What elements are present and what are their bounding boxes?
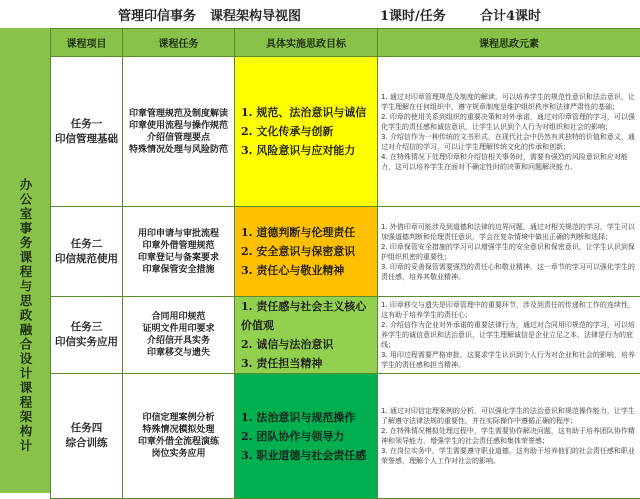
table-row bbox=[51, 374, 640, 499]
project-cell: 任务二 印信规范使用 bbox=[51, 207, 123, 297]
goal-cell: 1. 责任感与社会主义核心价值观 2. 诚信与法治意识 3. 责任担当精神 bbox=[235, 297, 378, 374]
header-goal: 具体实施思政目标 bbox=[235, 29, 378, 57]
table-row bbox=[51, 207, 640, 297]
goal-cell: 1. 法治意识与规范操作 2. 团队协作与领导力 3. 职业道德与社会责任感 bbox=[235, 374, 378, 499]
task-cell: 印信定理案例分析 特殊情况模拟处理 印章外借全流程演练 岗位实务应用 bbox=[123, 374, 235, 499]
elements-cell: 1. 通过对印章管理规范及制度的解读，可以培养学生的规范性意识和法治意识，让学生理解在任何组织中，遵守规章制度是维护组织秩序和法律严肃性的基础； 2. 印章的使用关系到组织的重要决策和对外承诺，通过对印章管理的学习，可以强化学生的责任感和诚信意识，让学生认识到个人行为对组织和社会的影响； 3. 介绍信作为一种传统的文书形式，在现代社会中仍然有其独特的价值和意义，通过对介绍信的学习，可以让学生理解传统文化的传承和创新； 4. 在特殊情况下处理印章和介绍信相关事务时，需要有强烈的风险意识和应对能力，这可以培养学生在面对不确定性时的决策和问题解决能力。 bbox=[378, 57, 640, 207]
hours-per-task: 1课时/任务 bbox=[380, 5, 446, 24]
title-bar bbox=[0, 0, 640, 29]
course-subtitle: 课程架构导视图 bbox=[210, 5, 301, 24]
header-elements: 课程思政元素 bbox=[378, 29, 640, 57]
goal-cell: 1. 规范、法治意识与诚信 2. 文化传承与创新 3. 风险意识与应对能力 bbox=[235, 57, 378, 207]
course-name: 管理印信事务 bbox=[118, 5, 196, 24]
task-cell: 合同用印规范 证明文件用印要求 介绍信开具实务 印章移交与遗失 bbox=[123, 297, 235, 374]
course-structure-table bbox=[50, 28, 640, 499]
project-cell: 任务一 印信管理基础 bbox=[51, 57, 123, 207]
task-cell: 印章管理规范及制度解读 印章使用流程与操作规范 介绍信管理要点 特殊情况处理与风险防范 bbox=[123, 57, 235, 207]
total-hours: 合计4课时 bbox=[480, 5, 541, 24]
header-task: 课程任务 bbox=[123, 29, 235, 57]
side-label: 办公室事务课程与思政融合设计课程架构计 bbox=[12, 178, 38, 454]
table-row bbox=[51, 57, 640, 207]
project-cell: 任务四 综合训练 bbox=[51, 374, 123, 499]
side-column bbox=[0, 28, 51, 493]
header-project: 课程项目 bbox=[51, 29, 123, 57]
elements-cell: 1. 印章移交与遗失是印章管理中的重要环节，涉及到责任的传递和工作的连续性，这有助于培养学生的责任心； 2. 介绍信作为企业对外承诺的重要法律行为，通过对合同用印规范的学习，可以培养学生的诚信意识和法治意识，让学生理解诚信是企业立足之本，法律是行为的底线； 3. 用印过程需要严格审批，这要求学生认识到个人行为对企业和社会的影响，培养学生的责任感和担当精神。 bbox=[378, 297, 640, 374]
table-row bbox=[51, 297, 640, 374]
task-cell: 用印申请与审批流程 印章外借管理规范 印章登记与备案要求 印章保管安全措施 bbox=[123, 207, 235, 297]
elements-cell: 1. 外借印章可能涉及到道德和法律的边界问题，通过对相关规范的学习，学生可以加强道德判断和伦理责任意识，学会在复杂情境中做出正确的判断和选择； 2. 印章保管安全措施的学习可以增强学生的安全意识和保密意识，让学生认识到保护组织机密的重要性； 3. 印章的妥善保管需要强烈的责任心和敬业精神，这一章节的学习可以强化学生的责任感，培养其敬业精神。 bbox=[378, 207, 640, 297]
goal-cell: 1. 道德判断与伦理责任 2. 安全意识与保密意识 3. 责任心与敬业精神 bbox=[235, 207, 378, 297]
elements-cell: 1. 通过对印信定理案例的分析，可以强化学生的法治意识和规范操作能力，让学生了解遵守法律法规的重要性，并在实际操作中遵循正确的程序； 2. 在特殊情况模拟处理过程中，学生需要协作解决问题，这有助于培养团队协作精神和领导能力，增强学生的社会责任感和集体荣誉感； 3. 在岗位实务中，学生需要遵守职业道德，这有助于培养他们的社会责任感和职业荣誉感，理解个人工作对社会的影响。 bbox=[378, 374, 640, 499]
header-row bbox=[51, 29, 640, 57]
project-cell: 任务三 印信实务应用 bbox=[51, 297, 123, 374]
